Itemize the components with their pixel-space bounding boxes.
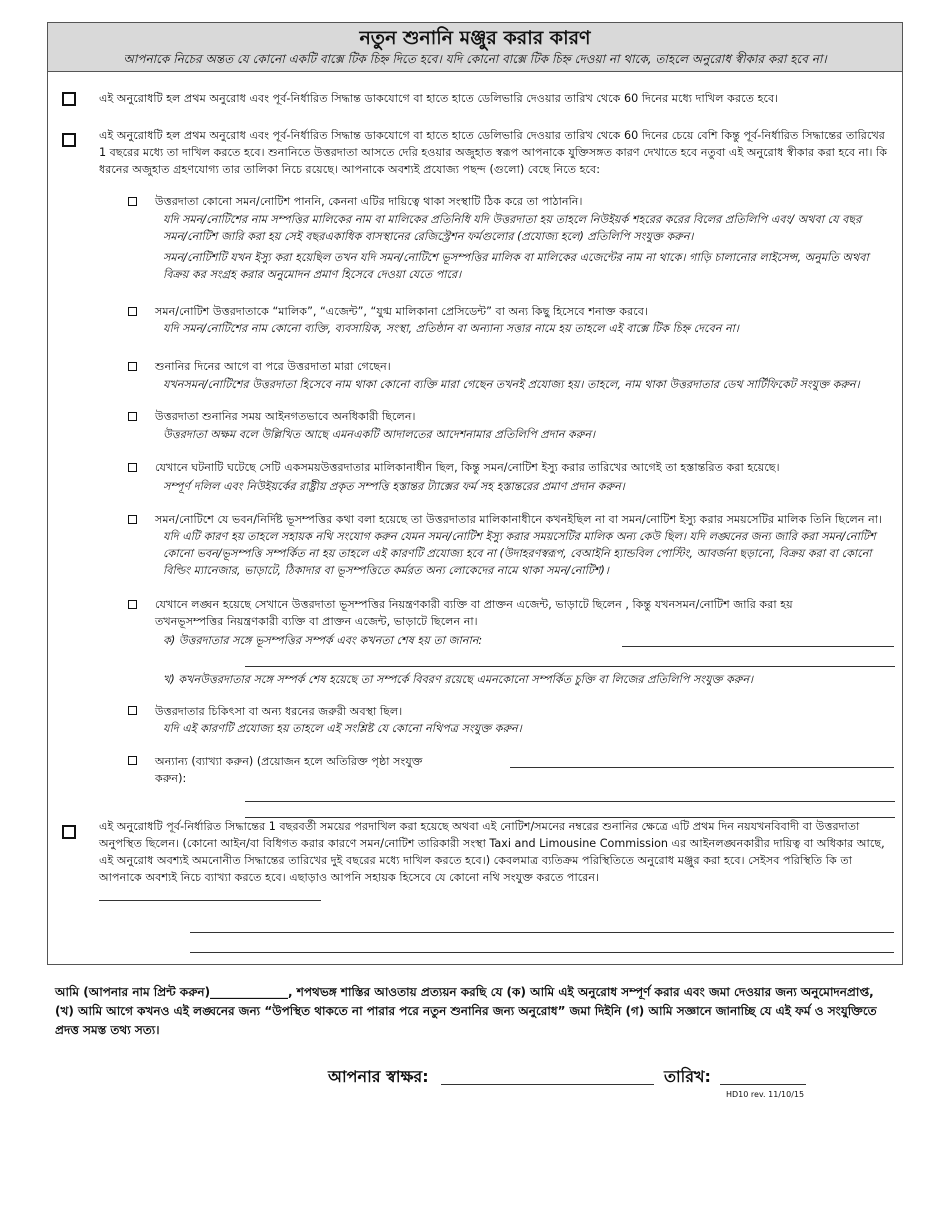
page-title: নতুন শুনানি মঞ্জুর করার কারণ bbox=[359, 27, 591, 49]
reason-note: খ) কখনউত্তরদাতার সঙ্গে সম্পর্ক শেষ হয়েছে তা সম্পর্কে বিবরণ রয়েছে এমনকোনো সম্পর্কিত চুক্তি বা লিজের প্রতিলিপি সংযুক্ত করুন। bbox=[163, 673, 754, 686]
form-code: HD10 rev. 11/10/15 bbox=[726, 1090, 805, 1099]
date-label: তারিখ: bbox=[664, 1067, 711, 1086]
reason-checkbox[interactable] bbox=[128, 756, 137, 765]
option-1-checkbox[interactable] bbox=[62, 92, 76, 106]
reason-main: সমন/নোটিশ উত্তরদাতাকে “মালিক”, “এজেন্ট”, “যুগ্ম মালিকানা প্রেসিডেন্ট” বা অন্য কিছু হিসেবে শনাক্ত করবে। bbox=[155, 305, 648, 318]
reason-main: অন্যান্য (ব্যাখ্যা করুন) (প্রয়োজন হলে অতিরিক্ত পৃষ্ঠা সংযুক্ত করুন): bbox=[155, 755, 423, 785]
reason-note: যদি এই কারণটি প্রযোজ্য হয় তাহলে এই সংশ্লিষ্ট যে কোনো নথিপত্র সংযুক্ত করুন। bbox=[163, 722, 522, 735]
reason-main: উত্তরদাতা শুনানির সময় আইনগতভাবে অনধিকারী ছিলেন। bbox=[155, 410, 416, 423]
reason-checkbox[interactable] bbox=[128, 600, 137, 609]
reason-note: যদি সমন/নোটিশের নাম কোনো ব্যক্তি, ব্যবসায়িক, সংস্থা, প্রতিষ্ঠান বা অন্যান্য সত্তার নামে হয় তাহলে এই বাক্সে টিক চিহ্ন দেবেন না। bbox=[163, 322, 739, 335]
option-2-checkbox[interactable] bbox=[62, 133, 76, 147]
reason-note: সমন/নোটিশটি যখন ইস্যু করা হয়েছিল তখন যদি সমন/নোটিশে ভূসম্পত্তির মালিক বা মালিকের এজেন্টের নাম না থাকে। গাড়ি চালানোর লাইসেন্স, অনুমতি অথবা বিক্রয় কর সংগ্রহ করার অনুমোদন প্রমাণ হিসেবে দেওয়া যেতে পারে। bbox=[163, 251, 869, 281]
option-2-text: এই অনুরোধটি হল প্রথম অনুরোধ এবং পূর্ব-নির্ধারিত সিদ্ধান্ত ডাকযোগে বা হাতে হাতে ডেলিভারি দেওয়ার তারিখ থেকে 60 দিনের চেয়ে বেশি কিন্তু পূর্ব-নির্ধারিত সিদ্ধান্তের তারিখের 1 বছরের মধ্যে তা দাখিল করতে হবে। শুনানিতে উত্তরদাতা আসতে দেরি হওয়ার অজুহাত স্বরূপ আপনাকে যুক্তিসঙ্গত কারণ দেখাতে হবে নতুবা এই অনুরোধ স্বীকার করা হবে না। কি ধরনের অজুহাত গ্রহণযোগ্য তার তালিকা নিচে রয়েছে। আপনাকে অবশ্যই প্রযোজ্য পছন্দ (গুলো) বেছে নিতে হবে: bbox=[99, 129, 888, 176]
option-1-text: এই অনুরোধটি হল প্রথম অনুরোধ এবং পূর্ব-নির্ধারিত সিদ্ধান্ত ডাকযোগে বা হাতে হাতে ডেলিভারি দেওয়ার তারিখ থেকে 60 দিনের মধ্যে দাখিল করতে হবে। bbox=[99, 92, 779, 105]
write-line[interactable] bbox=[245, 801, 895, 802]
reason-note: সম্পূর্ণ দলিল এবং নিউইয়র্কের রাষ্ট্রীয় প্রকৃত সম্পত্তি হস্তান্তর ট্যাক্সের ফর্ম সহ হস্তান্তরের প্রমাণ প্রদান করুন। bbox=[163, 480, 625, 493]
reason-checkbox[interactable] bbox=[128, 412, 137, 421]
write-line[interactable] bbox=[99, 900, 321, 901]
write-line[interactable] bbox=[190, 932, 894, 933]
write-line[interactable] bbox=[510, 767, 894, 768]
reason-main: যেখানে ঘটনাটি ঘটেছে সেটি একসময়উত্তরদাতার মালিকানাধীন ছিল, কিন্তু সমন/নোটিশ ইস্যু করার তারিখের আগেই তা হস্তান্তরিত করা হয়েছে। bbox=[155, 461, 780, 474]
write-line[interactable] bbox=[245, 666, 895, 667]
date-line[interactable] bbox=[720, 1084, 806, 1085]
reason-checkbox[interactable] bbox=[128, 362, 137, 371]
reason-note: ক) উত্তরদাতার সঙ্গে ভূসম্পত্তির সম্পর্ক এবং কখনতা শেষ হয় তা জানান: bbox=[163, 634, 483, 647]
reason-note: উত্তরদাতা অক্ষম বলে উল্লিখিত আছে এমনএকটি আদালতের আদেশনামার প্রতিলিপি প্রদান করুন। bbox=[163, 428, 596, 441]
reason-note: যদি সমন/নোটিশের নাম সম্পত্তির মালিকের নাম বা মালিকের প্রতিনিধি যদি উত্তরদাতা হয় তাহলে নিউইয়র্ক শহরের করের বিলের প্রতিলিপি এবং/ অথবা যে বছর সমন/নোটিশ জারি করা হয় সেই বছরএকাধিক বাসস্থানের রেজিস্ট্রেশন ফর্মগুলোর (প্রযোজ্য হলে) প্রতিলিপি সংযুক্ত করুন। bbox=[163, 213, 862, 243]
reason-checkbox[interactable] bbox=[128, 463, 137, 472]
form-header bbox=[48, 23, 902, 72]
write-line[interactable] bbox=[190, 952, 894, 953]
certification-text: আমি (আপনার নাম প্রিন্ট করুন)_____________, শপথভঙ্গ শাস্তির আওতায় প্রত্যয়ন করছি যে (ক) আমি এই অনুরোধ সম্পূর্ণ করার এবং জমা দেওয়ার জন্য অনুমোদনপ্রাপ্ত, (খ) আমি আগে কখনও এই লঙ্ঘনের জন্য “উপস্থিত থাকতে না পারার পরে নতুন শুনানির জন্য অনুরোধ” জমা দিইনি (গ) আমি সজ্ঞানে জানাচ্ছি যে এই ফর্ম ও সংযুক্তিতে প্রদত্ত সমস্ত তথ্য সত্য। bbox=[55, 985, 877, 1037]
reason-note: যখনসমন/নোটিশের উত্তরদাতা হিসেবে নাম থাকা কোনো ব্যক্তি মারা গেছেন তখনই প্রযোজ্য হয়। তাহলে, নাম থাকা উত্তরদাতার ডেথ সার্টিফিকেট সংযুক্ত করুন। bbox=[163, 378, 860, 391]
reason-checkbox[interactable] bbox=[128, 307, 137, 316]
signature-line[interactable] bbox=[441, 1084, 654, 1085]
reason-main: যেখানে লঙ্ঘন হয়েছে সেখানে উত্তরদাতা ভূসম্পত্তির নিয়ন্ত্রণকারী ব্যক্তি বা প্রাক্তন এজেন্ট, ভাড়াটে ছিলেন , কিন্তু যখনসমন/নোটিশ জারি করা হয় তখনভূসম্পত্তির নিয়ন্ত্রণকারী ব্যক্তি বা প্রাক্তন এজেন্ট, ভাড়াটে ছিলেন না। bbox=[155, 598, 793, 628]
option-3-checkbox[interactable] bbox=[62, 825, 76, 839]
reason-main: উত্তরদাতা কোনো সমন/নোটিশ পাননি, কেননা এটির দায়িত্বে থাকা সংস্থাটি ঠিক করে তা পাঠাননি। bbox=[155, 195, 583, 208]
option-3-text: এই অনুরোধটি পূর্ব-নির্ধারিত সিদ্ধান্তের 1 বছরবর্তী সময়ের পরদাখিল করা হয়েছে অথবা এই নোটিশ/সমনের নম্বরের শুনানির ক্ষেত্রে এটি প্রথম দিন নয়যখনবিবাদী বা উত্তরদাতা অনুপস্থিত ছিলেন। (কোনো আইন/বা বিধিগত করার কারণে সমন/নোটিশ তারিকারী সংস্থা Taxi and Limousine Commission এর আইনলঙ্ঘনকারীর দায়িত্ব বা অধিকার আছে, এই অনুরোধ অবশ্যই অমনোনীত সিদ্ধান্তের তারিখের দুই বছরের মধ্যে দাখিল করতে হবে।) কেবলমাত্র ব্যতিক্রম পরিস্থিতিতে অনুরোধ মঞ্জুর করা হবে। সেইসব পরিস্থিতি কি তা আপনাকে অবশ্যই নিচে ব্যাখ্যা করতে হবে। এছাড়াও আপনি সহায়ক হিসেবে যে কোনো নথি সংযুক্ত করতে পারেন। bbox=[99, 820, 885, 884]
write-line[interactable] bbox=[622, 646, 894, 647]
reason-checkbox[interactable] bbox=[128, 515, 137, 524]
reason-checkbox[interactable] bbox=[128, 706, 137, 715]
form-instructions: আপনাকে নিচের অন্তত যে কোনো একটি বাক্সে টিক চিহ্ন দিতে হবে। যদি কোনো বাক্সে টিক চিহ্ন দেওয়া না থাকে, তাহলে অনুরোধ স্বীকার করা হবে না। bbox=[123, 52, 827, 66]
reason-note: যদি এটি কারণ হয় তাহলে সহায়ক নথি সংযোগ করুন যেমন সমন/নোটিশ ইস্যু করার সময়সেটির মালিক অন্য কেউ ছিল। যদি লঙ্ঘনের জন্য জারি করা সমন/নোটিশ কোনো ভবন/ভূসম্পত্তি সম্পর্কিত না হয় তাহলে এই কারণটি প্রযোজ্য হবে না (উদাহরণস্বরূপ, বেআইনি হ্যান্ডবিল পোস্টিং, আবর্জনা ছড়ানো, বিক্রয় করা বা কোনো বিল্ডিং ম্যানেজার, ভাড়াটে, ঠিকাদার বা ভূসম্পত্তিতে কর্মরত অন্য লোকেদের নামে থাকা সমন/নোটিশ)। bbox=[163, 530, 876, 577]
reason-main: উত্তরদাতার চিকিৎসা বা অন্য ধরনের জরুরী অবস্থা ছিল। bbox=[155, 705, 403, 718]
reason-main: শুনানির দিনের আগে বা পরে উত্তরদাতা মারা গেছেন। bbox=[155, 360, 391, 373]
signature-label: আপনার স্বাক্ষর: bbox=[328, 1067, 429, 1086]
reason-checkbox[interactable] bbox=[128, 197, 137, 206]
reason-main: সমন/নোটিশে যে ভবন/নির্দিষ্ট ভূসম্পত্তির কথা বলা হয়েছে তা উত্তরদাতার মালিকানাধীনে কখনইছিল না বা সমন/নোটিশ ইস্যু করার সময়সেটির মালিক তিনি ছিলেন না। bbox=[155, 513, 883, 526]
